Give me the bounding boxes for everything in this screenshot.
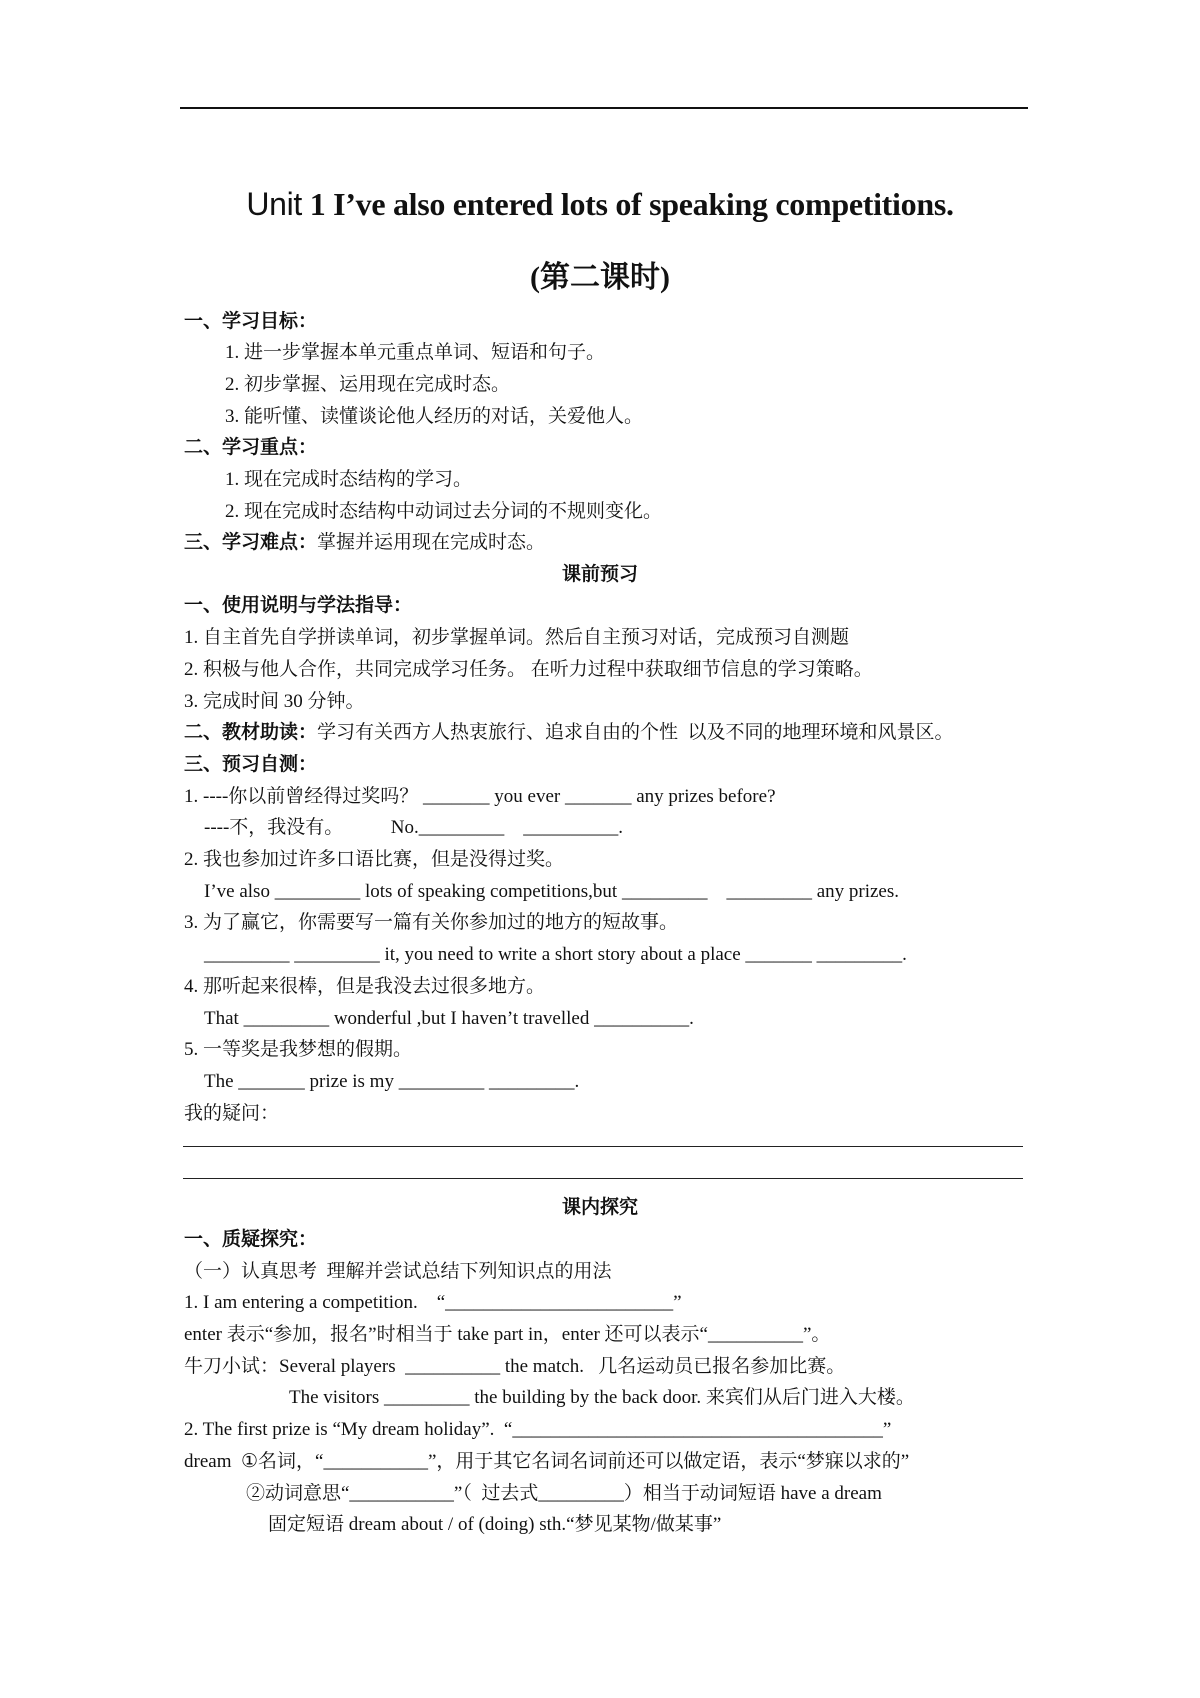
aid-line (184, 721, 954, 745)
lesson-title: (第二课时) (530, 261, 670, 294)
guide-item: 2. 积极与他人合作，共同完成学习任务。 在听力过程中获取细节信息的学习策略。 (184, 659, 873, 680)
test-line: The _______ prize is my _________ _________. (204, 1071, 580, 1092)
question-label: 我的疑问： (184, 1103, 280, 1124)
test-heading: 三、预习自测： (184, 754, 318, 775)
test-line: ----不，我没有。 No._________ __________. (204, 817, 624, 838)
goals-heading: 一、学习目标： (184, 311, 318, 332)
test-line: I’ve also _________ lots of speaking competitions,but _________ _________ any prizes. (204, 881, 899, 902)
goal-item: 1. 进一步掌握本单元重点单词、短语和句子。 (225, 342, 606, 363)
unit-title (0, 186, 1200, 223)
inquiry-heading: 一、质疑探究： (184, 1229, 318, 1250)
test-line: That _________ wonderful ,but I haven’t travelled __________. (204, 1008, 694, 1029)
inclass-heading: 课内探究 (561, 1197, 638, 1218)
inquiry-line: 固定短语 dream about / of (doing) sth.“梦见某物/做某事” (268, 1514, 722, 1535)
guide-item: 3. 完成时间 30 分钟。 (184, 691, 365, 712)
aid-text: 学习有关西方人热衷旅行、追求自由的个性 以及不同的地理环境和风景区。 (317, 722, 954, 743)
test-line: 2. 我也参加过许多口语比赛，但是没得过奖。 (184, 849, 565, 870)
answer-blank-line (183, 1178, 1023, 1179)
inquiry-line: 1. I am entering a competition. “________________________” (184, 1292, 682, 1313)
inquiry-line: 牛刀小试：Several players __________ the match. 几名运动员已报名参加比赛。 (184, 1356, 846, 1377)
inquiry-line: dream ①名词，“___________”，用于其它名词名词前还可以做定语，表示“梦寐以求的” (184, 1451, 910, 1472)
test-line: 1. ----你以前曾经得过奖吗？ _______ you ever _______ any prizes before? (184, 786, 776, 807)
keypoints-heading: 二、学习重点： (184, 437, 318, 458)
answer-blank-line (183, 1146, 1023, 1147)
inquiry-line: The visitors _________ the building by the back door. 来宾们从后门进入大楼。 (289, 1387, 915, 1408)
title-main: 1 I’ve also entered lots of speaking competitions. (302, 186, 954, 222)
inquiry-line: ②动词意思“___________”（ 过去式_________）相当于动词短语 have a dream (246, 1483, 882, 1504)
difficulty-line (184, 531, 545, 555)
aid-heading: 二、教材助读： (184, 722, 318, 743)
test-line: 3. 为了赢它，你需要写一篇有关你参加过的地方的短故事。 (184, 912, 679, 933)
preview-heading: 课前预习 (561, 564, 638, 585)
difficulty-text: 掌握并运用现在完成时态。 (317, 532, 546, 553)
inquiry-line: enter 表示“参加，报名”时相当于 take part in，enter 还可以表示“__________”。 (184, 1324, 831, 1345)
test-line: _________ _________ it, you need to write a short story about a place _______ _________. (204, 944, 907, 965)
keypoint-item: 1. 现在完成时态结构的学习。 (225, 469, 473, 490)
inquiry-line: 2. The first prize is “My dream holiday”. “_______________________________________” (184, 1419, 892, 1440)
title-u: U (246, 186, 270, 222)
test-line: 5. 一等奖是我梦想的假期。 (184, 1039, 413, 1060)
keypoint-item: 2. 现在完成时态结构中动词过去分词的不规则变化。 (225, 501, 663, 522)
inquiry-subheading: （一）认真思考 理解并尝试总结下列知识点的用法 (184, 1261, 612, 1282)
header-rule (180, 107, 1028, 109)
goal-item: 3. 能听懂、读懂谈论他人经历的对话，关爱他人。 (225, 406, 644, 427)
test-line: 4. 那听起来很棒，但是我没去过很多地方。 (184, 976, 546, 997)
difficulty-heading: 三、学习难点： (184, 532, 318, 553)
guide-item: 1. 自主首先自学拼读单词，初步掌握单词。然后自主预习对话，完成预习自测题 (184, 627, 850, 648)
goal-item: 2. 初步掌握、运用现在完成时态。 (225, 374, 511, 395)
guide-heading: 一、使用说明与学法指导： (184, 595, 413, 616)
title-nit: nit (269, 186, 303, 222)
